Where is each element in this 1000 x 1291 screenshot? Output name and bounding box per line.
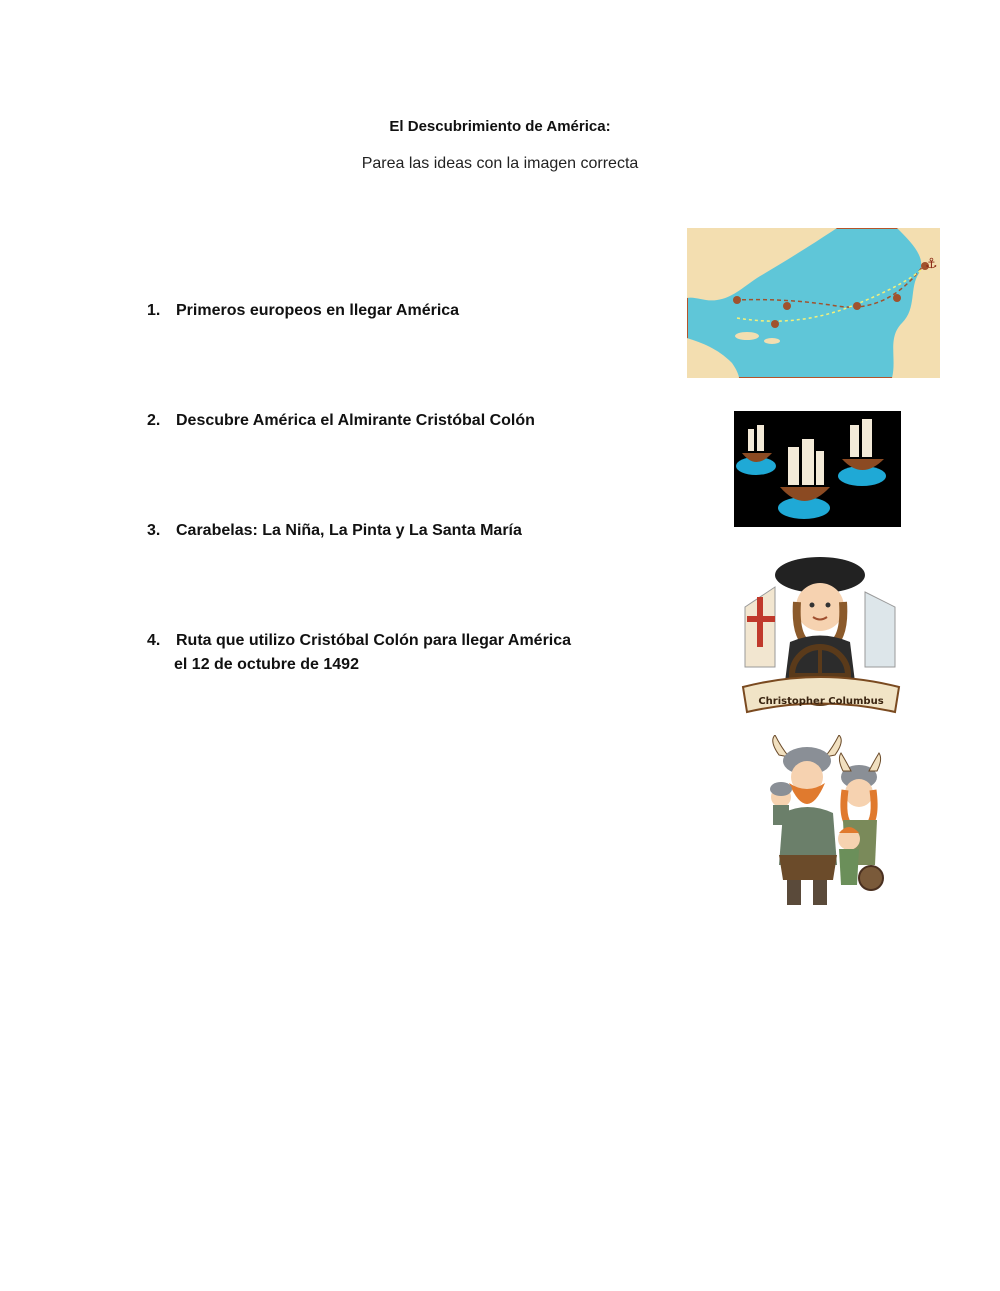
item-number: 2. <box>147 412 161 429</box>
vikings-image[interactable] <box>761 735 896 913</box>
list-item-1 <box>147 299 459 323</box>
list-item-3 <box>147 519 522 543</box>
item-text: Carabelas: La Niña, La Pinta y La Santa María <box>176 522 522 539</box>
item-text: Descubre América el Almirante Cristóbal Colón <box>176 412 535 429</box>
columbus-image[interactable] <box>735 547 907 719</box>
page-subtitle: Parea las ideas con la imagen correcta <box>361 155 639 172</box>
route-map-image[interactable] <box>687 228 940 378</box>
item-text-continuation: el 12 de octubre de 1492 <box>174 656 359 673</box>
item-number: 3. <box>147 522 161 539</box>
caravels-image[interactable] <box>734 411 901 527</box>
svg-text:⚓: ⚓ <box>925 256 938 272</box>
item-text: Primeros europeos en llegar América <box>176 302 460 319</box>
list-item-2 <box>147 409 535 433</box>
columbus-banner-text: Christopher Columbus <box>758 696 884 707</box>
item-number: 1. <box>147 302 161 319</box>
item-text: Ruta que utilizo Cristóbal Colón para llegar América <box>176 632 572 649</box>
item-number: 4. <box>147 632 161 649</box>
list-item-4 <box>147 629 571 677</box>
page-title: El Descubrimiento de América: <box>389 118 611 135</box>
